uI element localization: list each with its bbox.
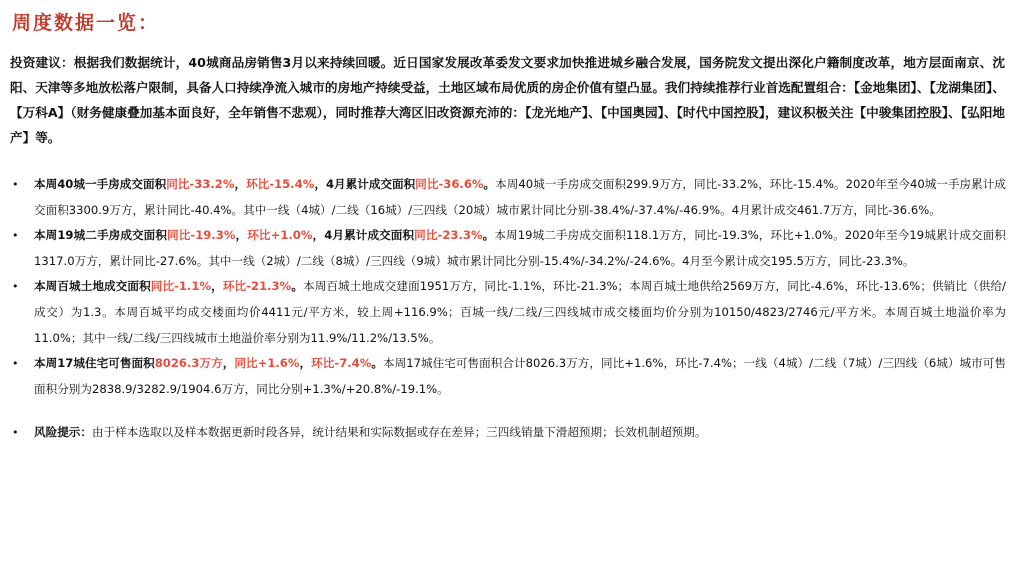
highlight-value: 同比+1.6% [234, 356, 300, 371]
bullet-lead-mid: ，4月累计成交面积 [314, 177, 416, 191]
risk-text: 由于样本选取以及样本数据更新时段各异，统计结果和实际数据或存在差异；三四线销量下滑超预期；长效机制超预期。 [91, 425, 707, 440]
highlight-value: 同比-36.6% [415, 177, 484, 191]
highlight-value: 环比-15.4% [246, 177, 315, 191]
bullet-lead-mid: ，4月累计成交面积 [312, 228, 415, 243]
data-bullet-list [10, 172, 1010, 446]
bullet-lead-end: 。 [483, 177, 496, 191]
investment-advice: 投资建议：根据我们数据统计，40城商品房销售3月以来持续回暖。近日国家发展改革委发文要求加快推进城乡融合发展，国务院发文提出深化户籍制度改革，地方层面南京、沈阳、天津等多地放松落户限制，具备人口持续净流入城市的房地产持续受益，土地区域布局优质的房企价值有望凸显。我们持续推荐行业首选配置组合：【金地集团】、【龙湖集团】、【万科A】（财务健康叠加基本面良好，全年销售不悲观），同时推荐大湾区旧改资源充沛的：【龙光地产】、【中国奥园】、【时代中国控股】，建议积极关注【中骏集团控股】、【弘阳地产】等。 [10, 55, 1005, 145]
separator: ， [222, 356, 235, 371]
highlight-value: 环比-7.4% [311, 356, 372, 371]
bullet-lead: 本周19城二手房成交面积 [34, 228, 168, 243]
bullet-item-risk [10, 420, 1006, 446]
bullet-detail: 本周百城土地成交建面1951万方，同比-1.1%，环比-21.3%；本周百城土地供给2569万方，同比-4.6%，环比-13.6%；供销比（供给/成交）为1.3。本周百城平均成交楼面均价4411元/平方米，较上周+116.9%；百城一线/二线/三四线城市成交楼面均价分别为10150/4823/2746元/平方米。本周百城土地溢价率为11.0%；其中一线/二线/三四线城市土地溢价率分别为11.9%/11.2%/13.5%。 [34, 279, 1006, 345]
bullet-icon: • [12, 426, 19, 440]
separator: ， [211, 279, 223, 294]
bullet-item-land-transactions [10, 274, 1006, 351]
bullet-icon: • [12, 357, 19, 371]
bullet-lead: 本周百城土地成交面积 [34, 279, 151, 294]
separator: ， [235, 228, 248, 243]
page-title: 周度数据一览： [12, 12, 160, 34]
bullet-icon: • [12, 178, 19, 191]
bullet-lead: 本周17城住宅可售面积 [34, 356, 155, 371]
bullet-lead-mid: ， [299, 356, 312, 371]
bullet-item-first-hand-housing [10, 172, 1006, 223]
bullet-lead-end: 。 [371, 356, 384, 371]
bullet-detail: 本周19城二手房成交面积118.1万方，同比-19.3%，环比+1.0%。2020年至今19城累计成交面积1317.0万方，累计同比-27.6%。其中一线（2城）/二线（8城）/三四线（9城）城市累计同比分别-15.4%/-34.2%/-24.6%。4月至今累计成交195.5万方，同比-23.3%。 [34, 228, 1006, 268]
highlight-value: 环比-21.3% [222, 279, 292, 294]
highlight-value: 同比-23.3% [414, 228, 483, 243]
bullet-lead-end: 。 [482, 228, 495, 243]
highlight-value: 同比-33.2% [166, 177, 235, 191]
risk-label: 风险提示： [34, 425, 92, 440]
bullet-icon: • [12, 229, 19, 243]
bullet-detail: 本周17城住宅可售面积合计8026.3万方，同比+1.6%，环比-7.4%；一线（4城）/二线（7城）/三四线（6城）城市可售面积分别为2838.9/3282.9/1904.6万方，同比分别+1.3%/+20.8%/-19.1%。 [34, 356, 1006, 396]
highlight-value: 同比-1.1% [150, 279, 212, 294]
bullet-item-saleable-inventory [10, 351, 1006, 402]
highlight-value: 同比-19.3% [167, 228, 236, 243]
highlight-value: 环比+1.0% [247, 228, 313, 243]
separator: ， [234, 177, 247, 191]
bullet-lead-end: 。 [291, 279, 304, 294]
bullet-detail: 本周40城一手房成交面积299.9万方，同比-33.2%，环比-15.4%。2020年至今40城一手房累计成交面积3300.9万方，累计同比-40.4%。其中一线（4城）/二线（16城）/三四线（20城）城市累计同比分别-38.4%/-37.4%/-46.9%。4月累计成交461.7万方，同比-36.6%。 [34, 177, 1006, 217]
bullet-item-second-hand-housing [10, 223, 1006, 274]
highlight-value: 8026.3万方 [154, 356, 223, 371]
bullet-lead: 本周40城一手房成交面积 [34, 177, 167, 191]
bullet-icon: • [12, 280, 19, 294]
